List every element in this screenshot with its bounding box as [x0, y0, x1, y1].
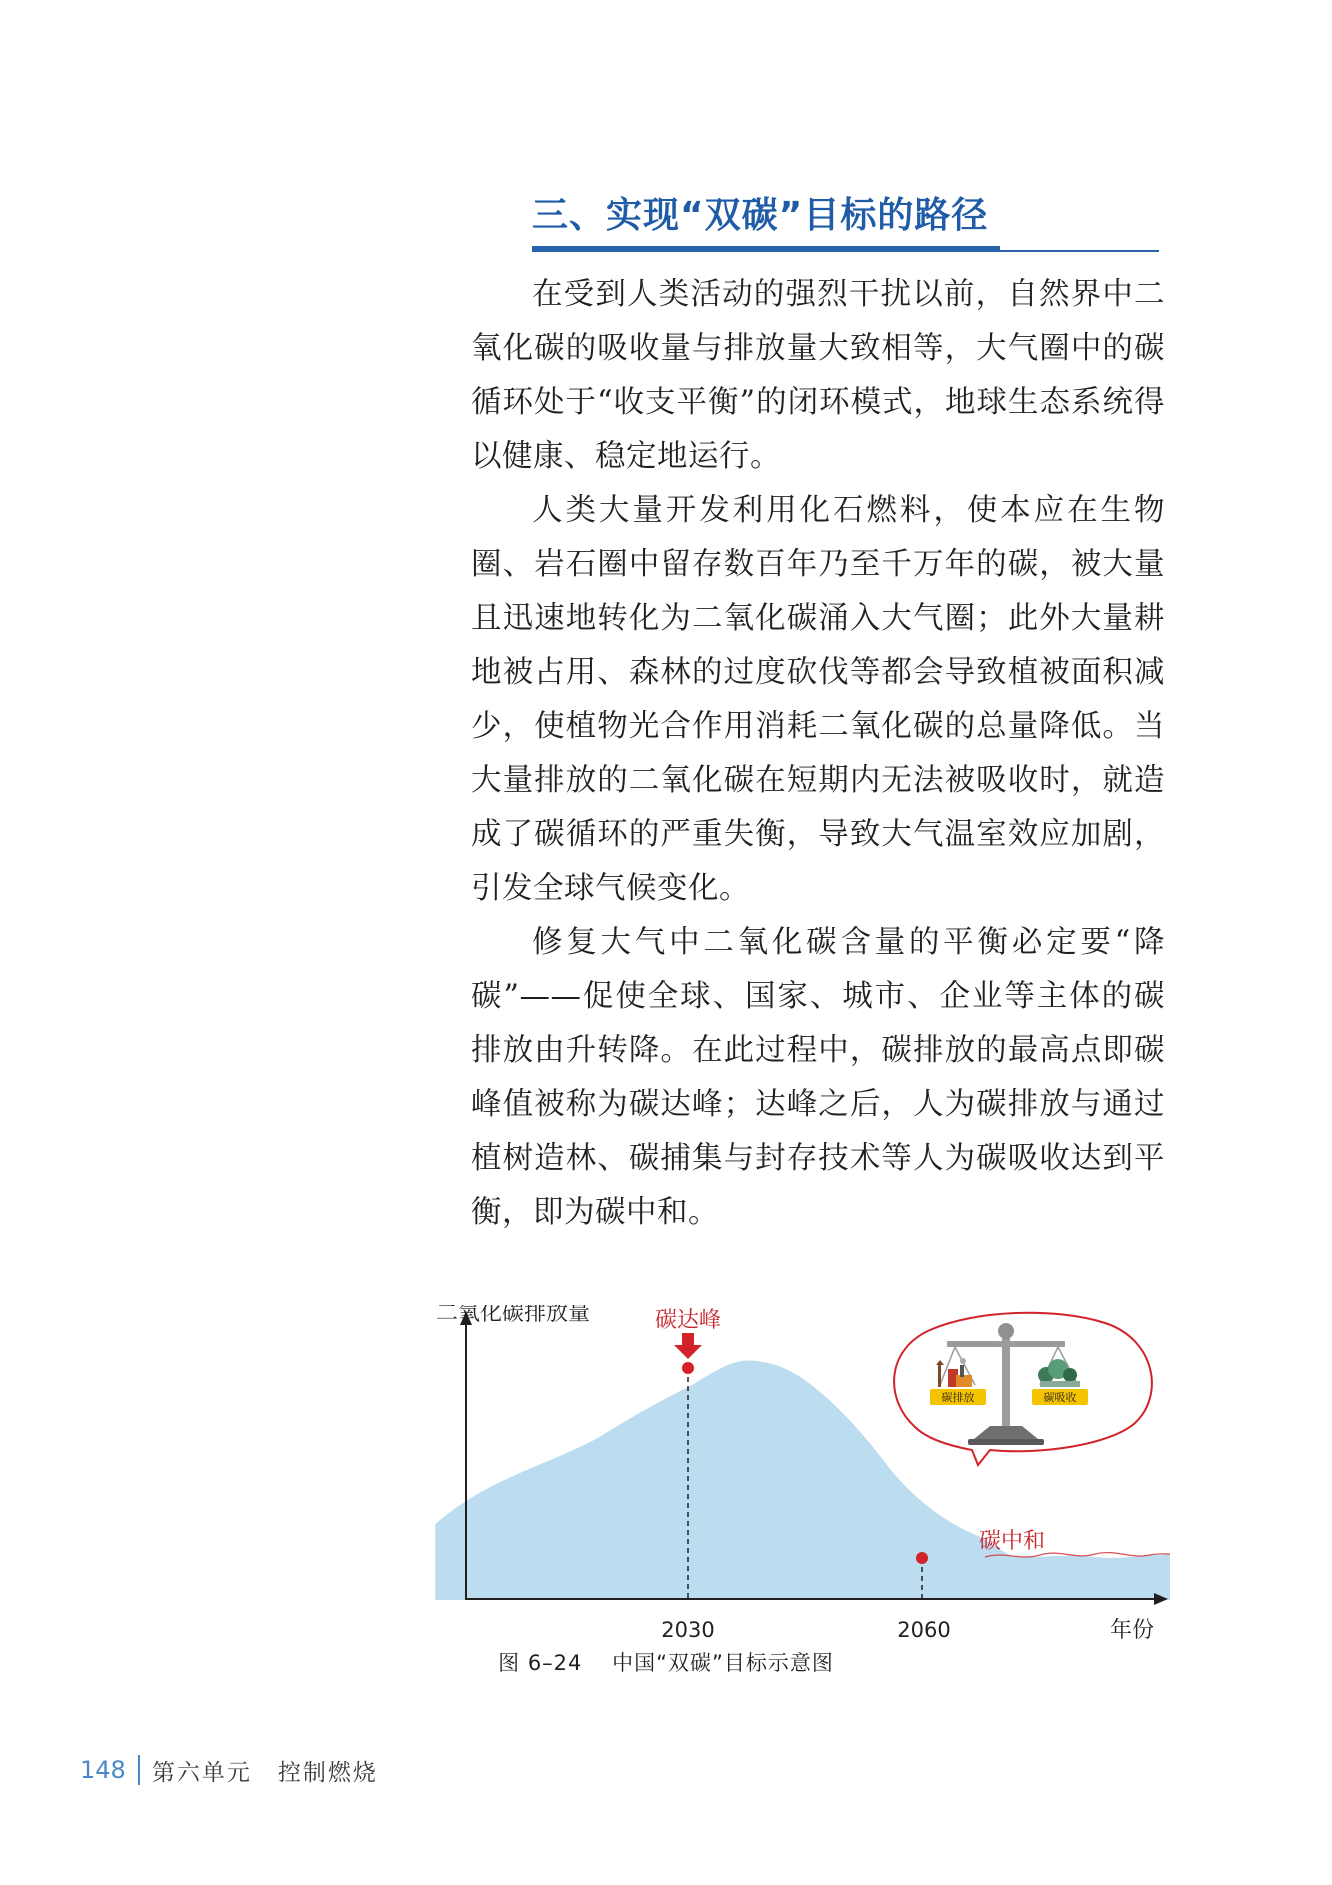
peak-arrow-icon: [674, 1333, 702, 1359]
paragraph-1: 在受到人类活动的强烈干扰以前，自然界中二氧化碳的吸收量与排放量大致相等，大气圈中的碳循环处于“收支平衡”的闭环模式，地球生态系统得以健康、稳定地运行。: [471, 277, 1165, 474]
peak-marker: [682, 1362, 694, 1374]
section-heading: [532, 192, 1159, 254]
x-axis-label: 年份: [1110, 1618, 1155, 1643]
absorption-tag-label: 碳吸收: [1043, 1391, 1077, 1404]
figure-caption-text: 中国“双碳”目标示意图: [612, 1651, 834, 1675]
paragraph-2: 人类大量开发利用化石燃料，使本应在生物圈、岩石圈中留存数百年乃至千万年的碳，被大量且迅速地转化为二氧化碳涌入大气圈；此外大量耕地被占用、森林的过度砍伐等都会导致植被面积减少，使植物光合作用消耗二氧化碳的总量降低。当大量排放的二氧化碳在短期内无法被吸收时，就造成了碳循环的严重失衡，导致大气温室效应加剧，引发全球气候变化。: [471, 493, 1165, 906]
peak-label: 碳达峰: [654, 1308, 722, 1333]
emission-tag-label: 碳排放: [941, 1391, 975, 1404]
section-title: 三、实现“双碳”目标的路径: [532, 195, 989, 236]
x-tick-2030: 2030: [661, 1618, 715, 1642]
page-footer: [80, 1752, 378, 1788]
body-text: [471, 268, 1165, 1240]
neutral-label: 碳中和: [978, 1529, 1046, 1554]
dual-carbon-chart: [430, 1305, 1170, 1645]
figure-caption: [0, 1647, 1332, 1677]
y-axis-label: 二氧化碳排放量: [436, 1305, 591, 1327]
page-number: 148: [80, 1756, 126, 1784]
x-tick-2060: 2060: [897, 1618, 951, 1642]
footer-unit: 第六单元: [151, 1759, 252, 1786]
footer-divider: [138, 1755, 140, 1785]
figure-number: 图 6–24: [498, 1651, 583, 1675]
heading-underline-thick: [532, 246, 1000, 252]
paragraph-3: 修复大气中二氧化碳含量的平衡必定要“降碳”——促使全球、国家、城市、企业等主体的碳排放由升转降。在此过程中，碳排放的最高点即碳峰值被称为碳达峰；达峰之后，人为碳排放与通过植树造林、碳捕集与封存技术等人为碳吸收达到平衡，即为碳中和。: [471, 925, 1165, 1230]
dual-carbon-figure: [430, 1305, 1170, 1645]
neutral-marker: [916, 1552, 928, 1564]
footer-chapter: 控制燃烧: [277, 1759, 378, 1786]
